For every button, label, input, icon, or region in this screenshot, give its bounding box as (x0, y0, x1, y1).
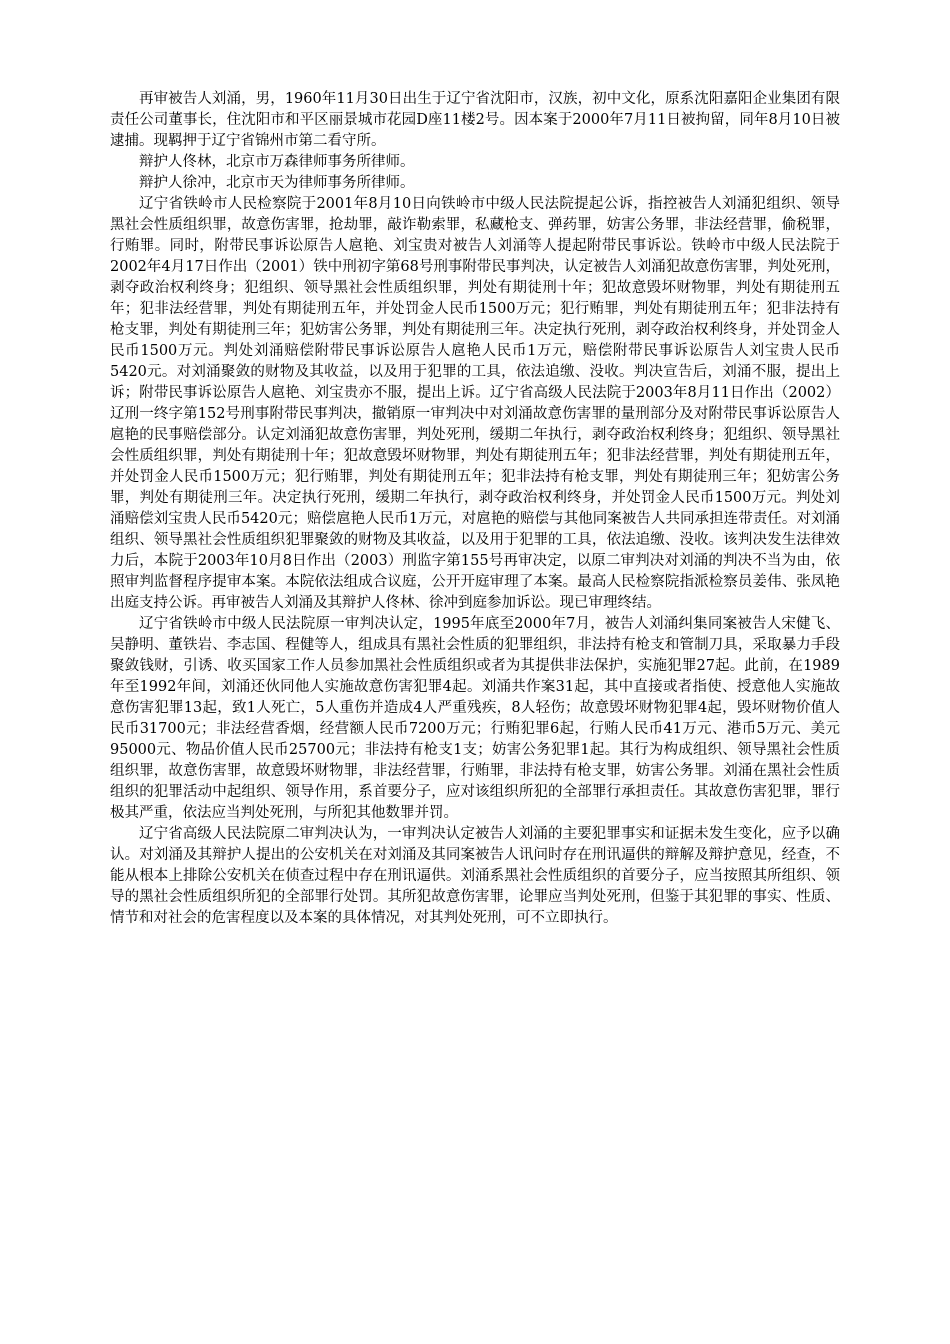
paragraph-defender-2: 辩护人徐冲，北京市天为律师事务所律师。 (139, 175, 415, 191)
paragraph-second-instance-findings: 辽宁省高级人民法院原二审判决认为，一审判决认定被告人刘涌的主要犯罪事实和证据未发生变化，应予以确认。对刘涌及其辩护人提出的公安机关在对刘涌及其同案被告人讯问时存在刑讯逼供的辩解及辩护意见，经查，不能从根本上排除公安机关在侦查过程中存在刑讯逼供。刘涌系黑社会性质组织的首要分子，应当按照其所组织、领导的黑社会性质组织所犯的全部罪行处罚。其所犯故意伤害罪，论罪应当判处死刑，但鉴于其犯罪的事实、性质、情节和对社会的危害程度以及本案的具体情况，对其判处死刑，可不立即执行。 (110, 826, 840, 926)
paragraph-defender-1: 辩护人佟林，北京市万森律师事务所律师。 (139, 154, 415, 170)
judgment-body (110, 89, 840, 929)
paragraph-defendant-info: 再审被告人刘涌，男，1960年11月30日出生于辽宁省沈阳市，汉族，初中文化，原系沈阳嘉阳企业集团有限责任公司董事长，住沈阳市和平区丽景城市花园D座11楼2号。因本案于2000年7月11日被拘留，同年8月10日被逮捕。现羁押于辽宁省锦州市第二看守所。 (110, 91, 840, 149)
paragraph-first-instance-findings: 辽宁省铁岭市中级人民法院原一审判决认定，1995年底至2000年7月，被告人刘涌纠集同案被告人宋健飞、吴静明、董铁岩、李志国、程健等人，组成具有黑社会性质的犯罪组织，非法持有枪支和管制刀具，采取暴力手段聚敛钱财，引诱、收买国家工作人员参加黑社会性质组织或者为其提供非法保护，实施犯罪27起。此前，在1989年至1992年间，刘涌还伙同他人实施故意伤害犯罪4起。刘涌共作案31起，其中直接或者指使、授意他人实施故意伤害犯罪13起，致1人死亡，5人重伤并造成4人严重残疾，8人轻伤；故意毁坏财物犯罪4起，毁坏财物价值人民币31700元；非法经营香烟，经营额人民币7200万元；行贿犯罪6起，行贿人民币41万元、港币5万元、美元95000元、物品价值人民币25700元；非法持有枪支1支；妨害公务犯罪1起。其行为构成组织、领导黑社会性质组织罪，故意伤害罪，故意毁坏财物罪，非法经营罪，行贿罪，非法持有枪支罪，妨害公务罪。刘涌在黑社会性质组织的犯罪活动中起组织、领导作用，系首要分子，应对该组织所犯的全部罪行承担责任。其故意伤害犯罪，罪行极其严重，依法应当判处死刑，与所犯其他数罪并罚。 (110, 616, 840, 821)
paragraph-procedural-history: 辽宁省铁岭市人民检察院于2001年8月10日向铁岭市中级人民法院提起公诉，指控被告人刘涌犯组织、领导黑社会性质组织罪，故意伤害罪，抢劫罪，敲诈勒索罪，私藏枪支、弹药罪，妨害公务罪，非法经营罪，偷税罪，行贿罪。同时，附带民事诉讼原告人扈艳、刘宝贵对被告人刘涌等人提起附带民事诉讼。铁岭市中级人民法院于2002年4月17日作出（2001）铁中刑初字第68号刑事附带民事判决，认定被告人刘涌犯故意伤害罪，判处死刑，剥夺政治权利终身；犯组织、领导黑社会性质组织罪，判处有期徒刑十年；犯故意毁坏财物罪，判处有期徒刑五年；犯非法经营罪，判处有期徒刑五年，并处罚金人民币1500万元；犯行贿罪，判处有期徒刑五年；犯非法持有枪支罪，判处有期徒刑三年；犯妨害公务罪，判处有期徒刑三年。决定执行死刑，剥夺政治权利终身，并处罚金人民币1500万元。判处刘涌赔偿附带民事诉讼原告人扈艳人民币1万元，赔偿附带民事诉讼原告人刘宝贵人民币5420元。对刘涌聚敛的财物及其收益，以及用于犯罪的工具，依法追缴、没收。判决宣告后，刘涌不服，提出上诉；附带民事诉讼原告人扈艳、刘宝贵亦不服，提出上诉。辽宁省高级人民法院于2003年8月11日作出（2002）辽刑一终字第152号刑事附带民事判决，撤销原一审判决中对刘涌故意伤害罪的量刑部分及对附带民事诉讼原告人扈艳的民事赔偿部分。认定刘涌犯故意伤害罪，判处死刑，缓期二年执行，剥夺政治权利终身；犯组织、领导黑社会性质组织罪，判处有期徒刑十年；犯故意毁坏财物罪，判处有期徒刑五年；犯非法经营罪，判处有期徒刑五年，并处罚金人民币1500万元；犯行贿罪，判处有期徒刑五年；犯非法持有枪支罪，判处有期徒刑三年；犯妨害公务罪，判处有期徒刑三年。决定执行死刑，缓期二年执行，剥夺政治权利终身，并处罚金人民币1500万元。判处刘涌赔偿刘宝贵人民币5420元；赔偿扈艳人民币1万元，对扈艳的赔偿与其他同案被告人共同承担连带责任。对刘涌组织、领导黑社会性质组织犯罪聚敛的财物及其收益，以及用于犯罪的工具，依法追缴、没收。该判决发生法律效力后，本院于2003年10月8日作出（2003）刑监字第155号再审决定，以原二审判决对刘涌的判决不当为由，依照审判监督程序提审本案。本院依法组成合议庭，公开开庭审理了本案。最高人民检察院指派检察员姜伟、张凤艳出庭支持公诉。再审被告人刘涌及其辩护人佟林、徐冲到庭参加诉讼。现已审理终结。 (110, 196, 840, 611)
